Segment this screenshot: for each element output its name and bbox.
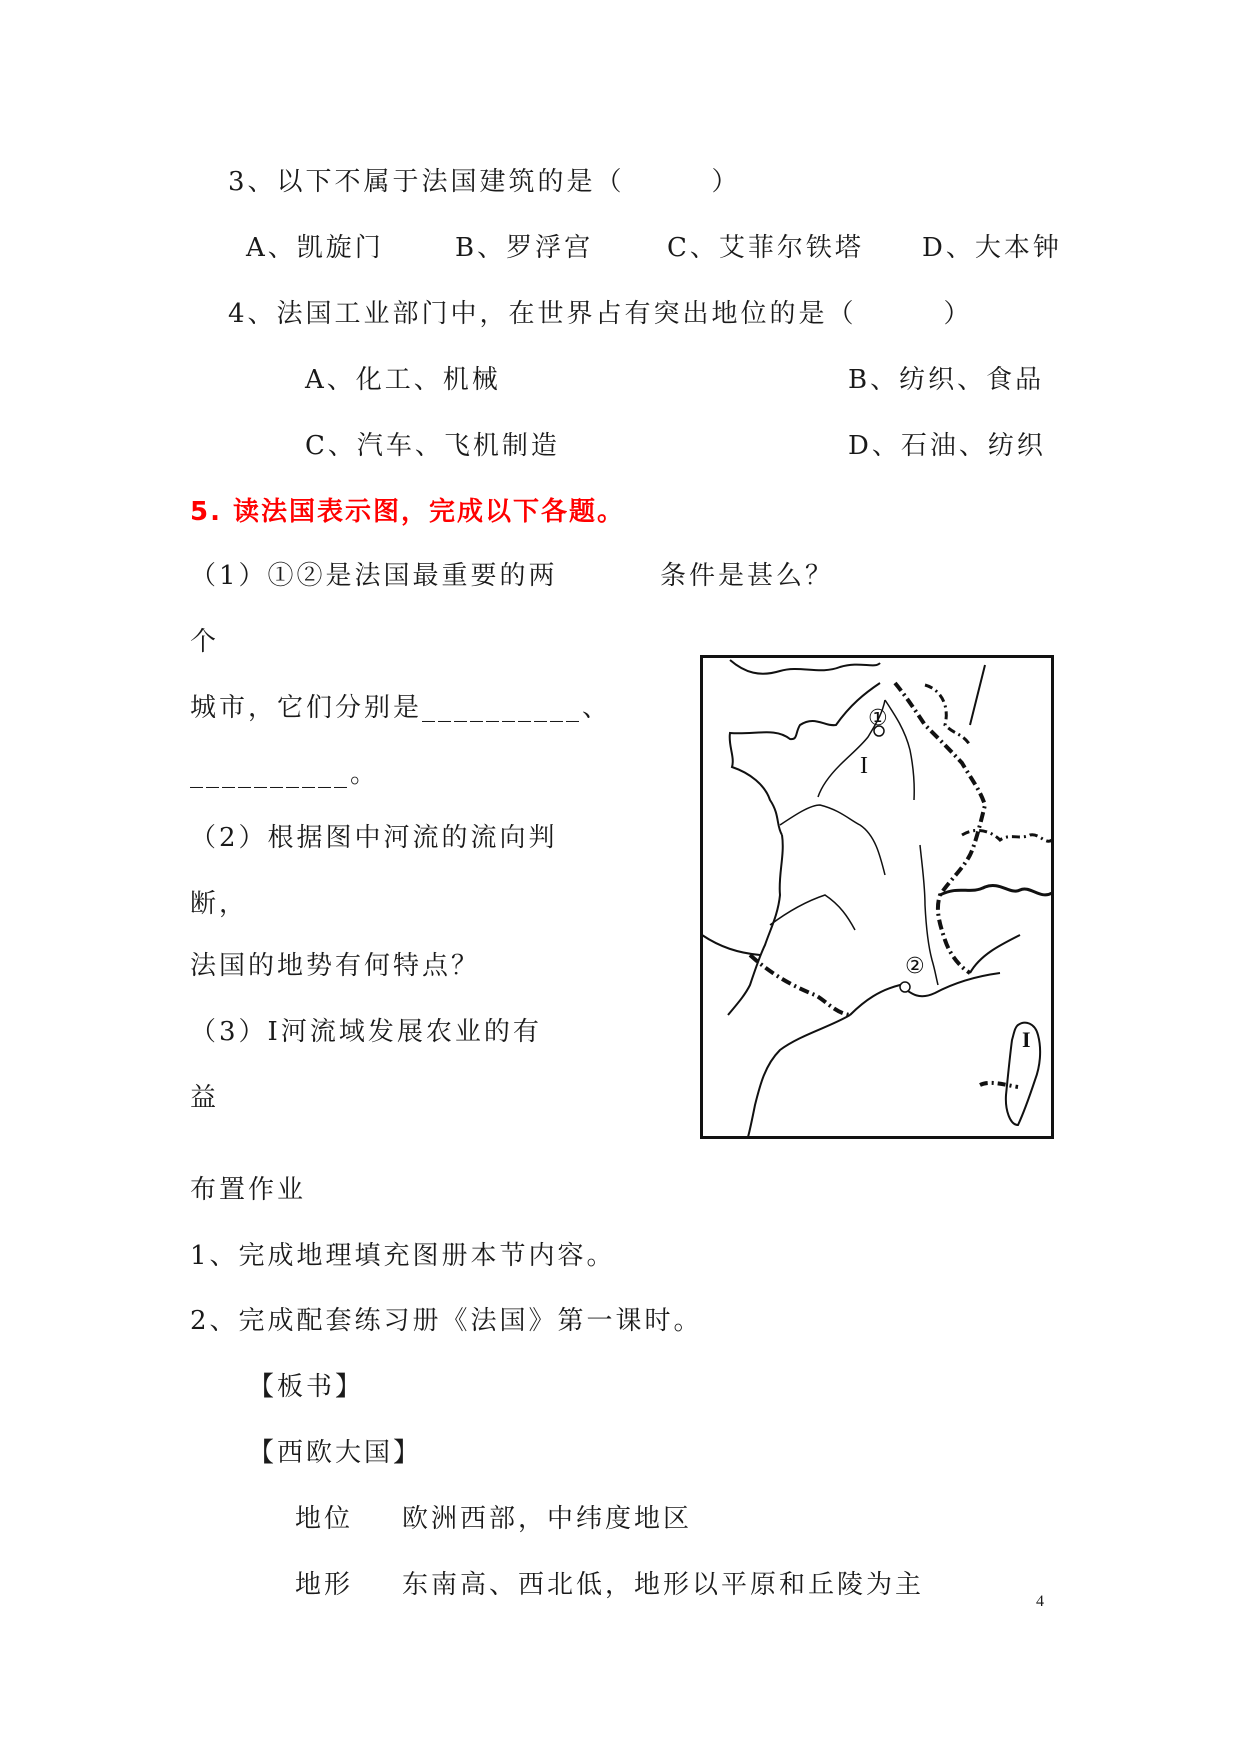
q3-option-c: C、艾菲尔铁塔	[667, 233, 864, 263]
q3-option-d: D、大本钟	[922, 233, 1062, 263]
homework-item-1: 1、完成地理填充图册本节内容。	[190, 1241, 616, 1271]
board-row-desc-2: 东南高、西北低，地形以平原和丘陵为主	[402, 1570, 925, 1600]
q3-option-a: A、凯旋门	[246, 233, 384, 263]
q5-part3-line1: （3）Ⅰ河流域发展农业的有	[190, 1017, 542, 1047]
homework-item-2: 2、完成配套练习册《法国》第一课时。	[190, 1306, 703, 1336]
river-label: I	[860, 753, 868, 779]
q3-option-b: B、罗浮宫	[455, 233, 594, 263]
board-row-term-2: 地形	[295, 1570, 354, 1600]
q4-option-c: C、汽车、飞机制造	[305, 431, 560, 461]
q3-stem: 3、以下不属于法国建筑的是（ ）	[228, 167, 741, 197]
board-row-term-1: 地位	[295, 1504, 354, 1534]
q4-option-d: D、石油、纺织	[848, 431, 1046, 461]
q5-part1-line1b: 条件是甚么？	[660, 561, 835, 591]
q5-part2-line2: 断，	[190, 889, 249, 919]
city-2-marker	[900, 982, 910, 992]
q5-title: 5. 读法国表示图，完成以下各题。	[190, 497, 626, 527]
city-1-label: ①	[868, 706, 888, 731]
board-title: 【板书】	[248, 1372, 365, 1402]
page-number: 4	[1036, 1593, 1044, 1610]
france-map	[700, 655, 1054, 1139]
q5-part3-line2: 益	[190, 1083, 220, 1113]
q4-stem: 4、法国工业部门中，在世界占有突出地位的是（ ）	[228, 299, 973, 329]
q5-part2-line1: （2）根据图中河流的流向判	[190, 823, 558, 853]
q5-part1-line1: （1）①②是法国最重要的两	[190, 561, 558, 591]
q5-part1-line3: 城市，它们分别是__________、	[190, 693, 612, 723]
q5-part1-line4: __________。	[190, 759, 380, 789]
board-row-desc-1: 欧洲西部，中纬度地区	[402, 1504, 693, 1534]
board-subtitle: 【西欧大国】	[248, 1438, 423, 1468]
city-2-label: ②	[905, 954, 925, 979]
q4-option-b: B、纺织、食品	[848, 365, 1045, 395]
homework-title: 布置作业	[190, 1175, 307, 1205]
q5-part2-line3: 法国的地势有何特点？	[190, 951, 481, 981]
q4-option-a: A、化工、机械	[305, 365, 501, 395]
q5-part1-line2: 个	[190, 627, 220, 657]
corsica-label: I	[1022, 1027, 1031, 1052]
